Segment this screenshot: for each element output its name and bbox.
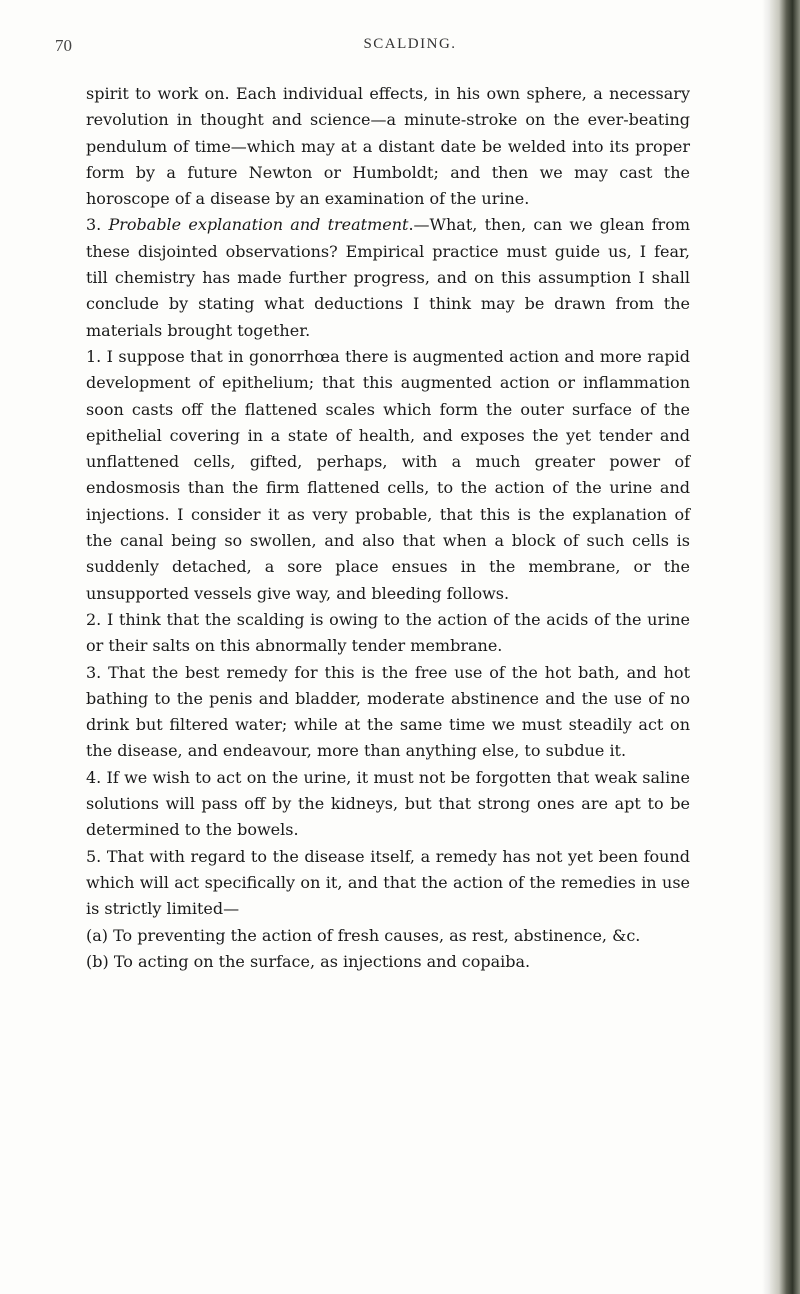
book-edge [770, 0, 800, 1294]
page-header [55, 36, 755, 60]
paragraph-point-2: 2. I think that the scalding is owing to the action of the acids of the urine or their salts on this abnormally tender membrane. [86, 609, 690, 656]
page-gutter-shadow [762, 0, 770, 1294]
section-heading: Probable explanation and treatment [108, 215, 409, 235]
paragraph-continuation: spirit to work on. Each individual effects, in his own sphere, a necessary revolution in thought and science—a minute-stroke on the ever-beating pendulum of time—which may at a distant date be welded into its proper form by a future Newton or Humboldt; and then we may cast the horoscope of a disease by an examination of the urine. [86, 84, 690, 209]
paragraph-point-b: (b) To acting on the surface, as injections and copaiba. [86, 951, 531, 971]
section-text: .—What, then, can we glean from these disjointed observations? Empirical practice must guide us, I fear, till chemistry has made further progress, and on this assumption I shall conclude by stating what deductions I think may be drawn from the materials brought together. [86, 215, 691, 340]
paragraph-point-1: 1. I suppose that in gonorrhœa there is augmented action and more rapid development of epithelium; that this augmented action or inflammation soon casts off the flattened scales which form the outer surface of the epithelial covering in a state of health, and exposes the yet tender and unflattened cells, gifted, perhaps, with a much greater power of endosmosis than the firm flattened cells, to the action of the urine and injections. I consider it as very probable, that this is the explanation of the canal being so swollen, and also that when a block of such cells is suddenly detached, a sore place ensues in the membrane, or the unsupported vessels give way, and bleeding follows. [86, 346, 690, 603]
paragraph-point-a: (a) To preventing the action of fresh causes, as rest, abstinence, &c. [86, 925, 641, 945]
paragraph-point-3: 3. That the best remedy for this is the free use of the hot bath, and hot bathing to the penis and bladder, moderate abstinence and the use of no drink but filtered water; while at the same time we must steadily act on the disease, and endeavour, more than anything else, to subdue it. [86, 662, 690, 761]
paragraph-point-4: 4. If we wish to act on the urine, it must not be forgotten that weak saline solutions will pass off by the kidneys, but that strong ones are apt to be determined to the bowels. [86, 767, 690, 840]
section-number: 3. [86, 215, 109, 235]
paragraph-point-5: 5. That with regard to the disease itself, a remedy has not yet been found which will act specifically on it, and that the action of the remedies in use is strictly limited— [86, 846, 690, 919]
page-number: 70 [55, 36, 72, 55]
body-text [86, 81, 690, 975]
running-head: SCALDING. [363, 36, 457, 52]
paragraph-section-3 [86, 212, 690, 343]
